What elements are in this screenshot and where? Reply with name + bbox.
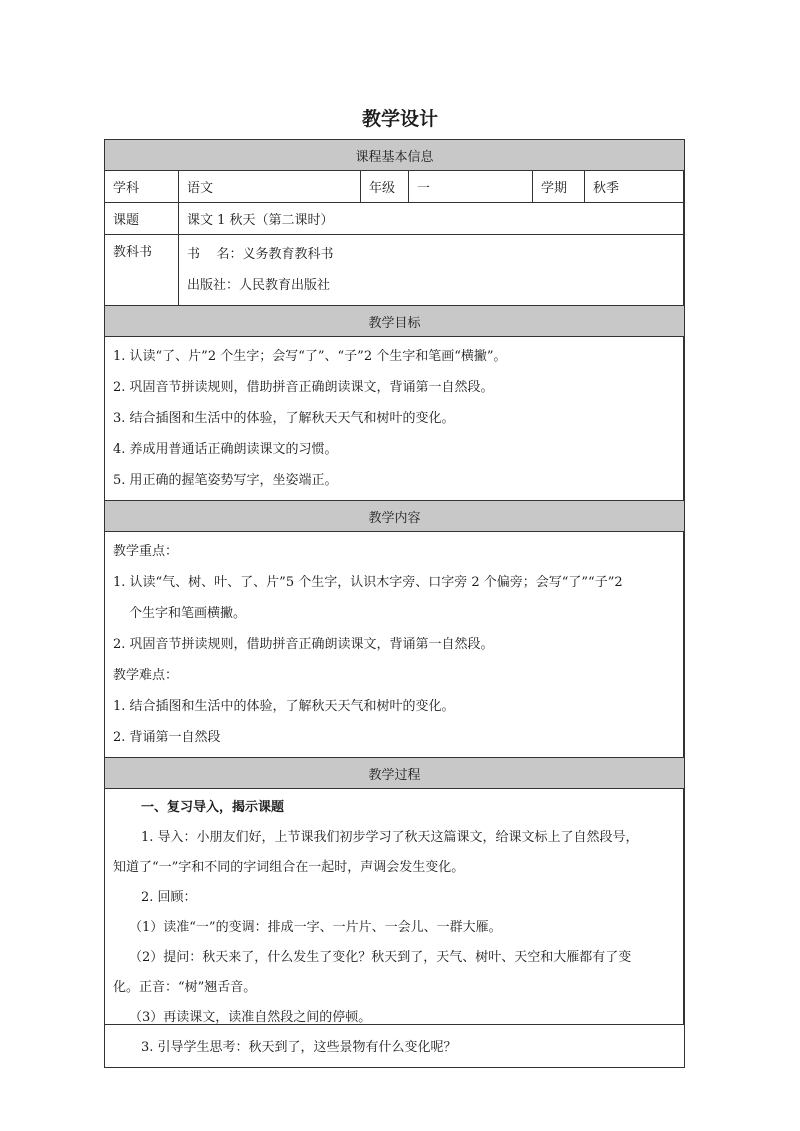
key-point-1-continued: 个生字和笔画横撇。 [129, 606, 247, 621]
objective-item: 3. 结合插图和生活中的体验，了解秋天天气和树叶的变化。 [113, 411, 455, 426]
difficult-point-1: 1. 结合插图和生活中的体验，了解秋天天气和树叶的变化。 [113, 699, 455, 714]
objective-item: 5. 用正确的握笔姿势写字，坐姿端正。 [113, 473, 338, 488]
key-points-label: 教学重点： [113, 544, 179, 559]
objectives-list [105, 337, 685, 501]
key-point-2: 2. 巩固音节拼读规则，借助拼音正确朗读课文，背诵第一自然段。 [113, 637, 494, 652]
process-step-2-2-continued: 化。正音：“树”翘舌音。 [113, 980, 257, 995]
textbook-label: 教科书 [105, 235, 179, 306]
process-step-2-1: （1）读准“一”的变调：排成一字、一片片、一会儿、一群大雁。 [129, 920, 502, 935]
page-title: 教学设计 [361, 108, 438, 130]
process-step-2: 2. 回顾： [141, 890, 197, 905]
process-step-1-continued: 知道了“一”字和不同的字词组合在一起时，声调会发生变化。 [113, 860, 465, 875]
topic-value: 课文 1 秋天（第二课时） [179, 203, 685, 235]
objective-item: 1. 认读“了、片”2 个生字；会写“了”、“子”2 个生字和笔画“横撇”。 [113, 349, 507, 364]
key-point-1: 1. 认读“气、树、叶、了、片”5 个生字，认识木字旁、口字旁 2 个偏旁；会写“了”“子”2 [113, 575, 623, 590]
topic-label: 课题 [105, 203, 179, 235]
difficult-point-2: 2. 背诵第一自然段 [113, 730, 221, 745]
subject-value: 语文 [179, 171, 361, 203]
process-step-3: 3. 引导学生思考：秋天到了，这些景物有什么变化呢？ [141, 1040, 457, 1055]
publisher: 出版社：人民教育出版社 [187, 278, 331, 293]
objective-item: 4. 养成用普通话正确朗读课文的习惯。 [113, 442, 338, 457]
basic-info-header: 课程基本信息 [105, 140, 685, 171]
process-body [105, 789, 685, 1068]
process-step-2-2: （2）提问：秋天来了，什么发生了变化？秋天到了，天气、树叶、天空和大雁都有了变 [129, 950, 632, 965]
subject-label: 学科 [105, 171, 179, 203]
lesson-plan-table [104, 139, 685, 1068]
process-section-1: 一、复习导入，揭示课题 [141, 800, 285, 815]
objectives-header: 教学目标 [105, 306, 685, 337]
term-value: 秋季 [585, 171, 685, 203]
grade-label: 年级 [361, 171, 409, 203]
book-name: 书 名：义务教育教科书 [187, 247, 334, 262]
content-header: 教学内容 [105, 501, 685, 532]
process-header: 教学过程 [105, 758, 685, 789]
objective-item: 2. 巩固音节拼读规则，借助拼音正确朗读课文，背诵第一自然段。 [113, 380, 494, 395]
content-body [105, 532, 685, 758]
grade-value: 一 [409, 171, 533, 203]
term-label: 学期 [533, 171, 585, 203]
difficult-points-label: 教学难点： [113, 668, 179, 683]
process-step-2-3: （3）再读课文，读准自然段之间的停顿。 [129, 1010, 372, 1025]
textbook-value [179, 235, 685, 306]
process-step-1: 1. 导入：小朋友们好，上节课我们初步学习了秋天这篇课文，给课文标上了自然段号， [141, 830, 639, 845]
